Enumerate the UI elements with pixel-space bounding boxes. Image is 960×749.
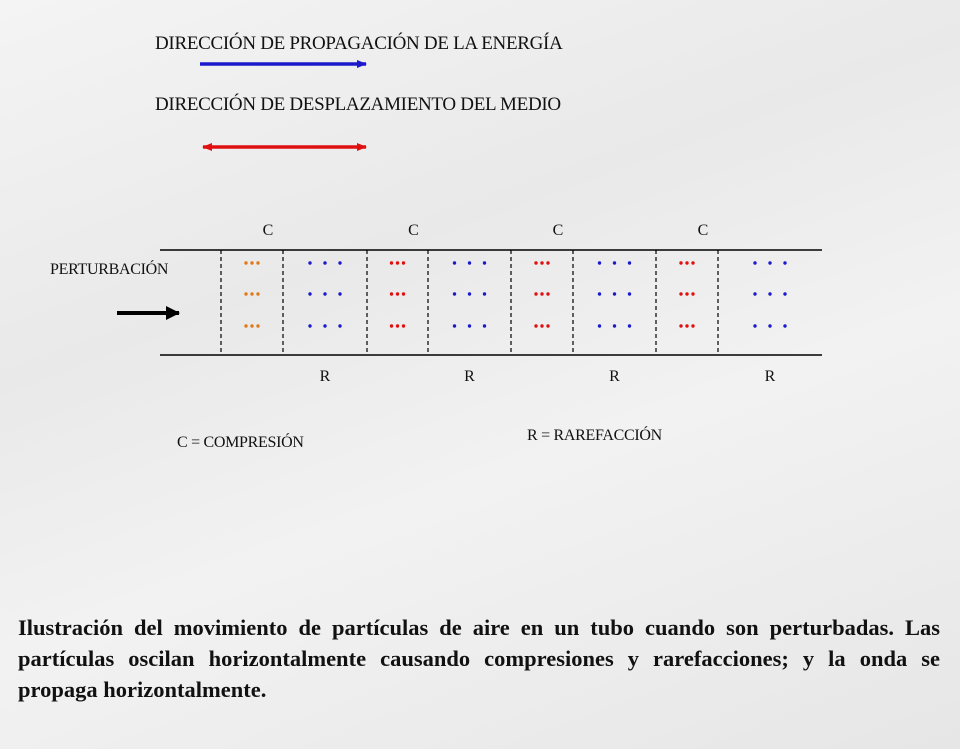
rarefaction-particle: [598, 292, 601, 295]
compression-particle: [250, 292, 253, 295]
figure-caption: Ilustración del movimiento de partículas de aire en un tubo cuando son perturbadas. Las partículas oscilan horizontalmente causando compresiones y rarefacciones; y la onda se propaga horizontalmente.: [18, 615, 940, 702]
compression-particle: [244, 324, 247, 327]
rarefaction-particle: [483, 292, 486, 295]
compression-particle: [250, 261, 253, 264]
compression-particle: [679, 324, 682, 327]
rarefaction-particle: [453, 261, 456, 264]
compression-particle: [250, 324, 253, 327]
rarefaction-particle: [323, 261, 326, 264]
rarefaction-particle: [613, 261, 616, 264]
rarefaction-particle: [338, 292, 341, 295]
compression-particle: [691, 292, 694, 295]
compression-particle: [396, 292, 399, 295]
rarefaction-particle: [628, 292, 631, 295]
medium-direction-label: DIRECCIÓN DE DESPLAZAMIENTO DEL MEDIO: [155, 94, 561, 115]
rarefaction-particle: [598, 261, 601, 264]
compression-particle: [679, 292, 682, 295]
rarefaction-particle: [628, 261, 631, 264]
rarefaction-key: R = RAREFACCIÓN: [527, 427, 662, 444]
rarefaction-particle: [308, 261, 311, 264]
rarefaction-particle: [783, 261, 786, 264]
rarefaction-particle: [338, 261, 341, 264]
compression-particle: [390, 292, 393, 295]
rarefaction-zone-label: R: [609, 368, 620, 385]
compression-particle: [534, 292, 537, 295]
compression-particle: [691, 324, 694, 327]
rarefaction-particle: [308, 292, 311, 295]
compression-particle: [685, 324, 688, 327]
energy-direction-label: DIRECCIÓN DE PROPAGACIÓN DE LA ENERGÍA: [155, 33, 563, 54]
rarefaction-particle: [783, 292, 786, 295]
compression-particle: [256, 292, 259, 295]
compression-particle: [546, 324, 549, 327]
rarefaction-particle: [768, 292, 771, 295]
rarefaction-particle: [468, 324, 471, 327]
compression-zone-label: C: [697, 222, 709, 239]
compression-particle: [402, 292, 405, 295]
compression-particle: [540, 261, 543, 264]
rarefaction-zone-label: R: [464, 368, 475, 385]
rarefaction-particle: [468, 261, 471, 264]
compression-key: C = COMPRESIÓN: [177, 434, 304, 451]
rarefaction-particle: [753, 324, 756, 327]
compression-zone-label: C: [408, 222, 419, 239]
rarefaction-particle: [768, 324, 771, 327]
rarefaction-particle: [308, 324, 311, 327]
rarefaction-particle: [323, 324, 326, 327]
rarefaction-particle: [613, 292, 616, 295]
compression-particle: [534, 324, 537, 327]
disturbance-label: PERTURBACIÓN: [50, 261, 169, 278]
compression-particle: [390, 261, 393, 264]
compression-particle: [534, 261, 537, 264]
compression-zone-label: C: [262, 222, 274, 239]
rarefaction-particle: [753, 292, 756, 295]
compression-particle: [540, 324, 543, 327]
compression-particle: [396, 324, 399, 327]
compression-particle: [244, 292, 247, 295]
compression-particle: [244, 261, 247, 264]
compression-particle: [390, 324, 393, 327]
rarefaction-particle: [613, 324, 616, 327]
compression-particle: [546, 292, 549, 295]
rarefaction-particle: [453, 324, 456, 327]
compression-zone-label: C: [552, 222, 564, 239]
rarefaction-particle: [483, 324, 486, 327]
compression-particle: [685, 292, 688, 295]
rarefaction-particle: [628, 324, 631, 327]
compression-particle: [685, 261, 688, 264]
tube-zones: [221, 222, 787, 385]
compression-particle: [396, 261, 399, 264]
compression-particle: [402, 324, 405, 327]
compression-particle: [679, 261, 682, 264]
rarefaction-particle: [783, 324, 786, 327]
rarefaction-particle: [468, 292, 471, 295]
rarefaction-particle: [453, 292, 456, 295]
compression-particle: [691, 261, 694, 264]
rarefaction-particle: [753, 261, 756, 264]
rarefaction-particle: [338, 324, 341, 327]
rarefaction-particle: [323, 292, 326, 295]
rarefaction-particle: [768, 261, 771, 264]
rarefaction-zone-label: R: [319, 368, 331, 385]
rarefaction-particle: [598, 324, 601, 327]
compression-particle: [256, 324, 259, 327]
compression-particle: [256, 261, 259, 264]
compression-particle: [402, 261, 405, 264]
rarefaction-particle: [483, 261, 486, 264]
rarefaction-zone-label: R: [764, 368, 776, 385]
compression-particle: [540, 292, 543, 295]
compression-particle: [546, 261, 549, 264]
